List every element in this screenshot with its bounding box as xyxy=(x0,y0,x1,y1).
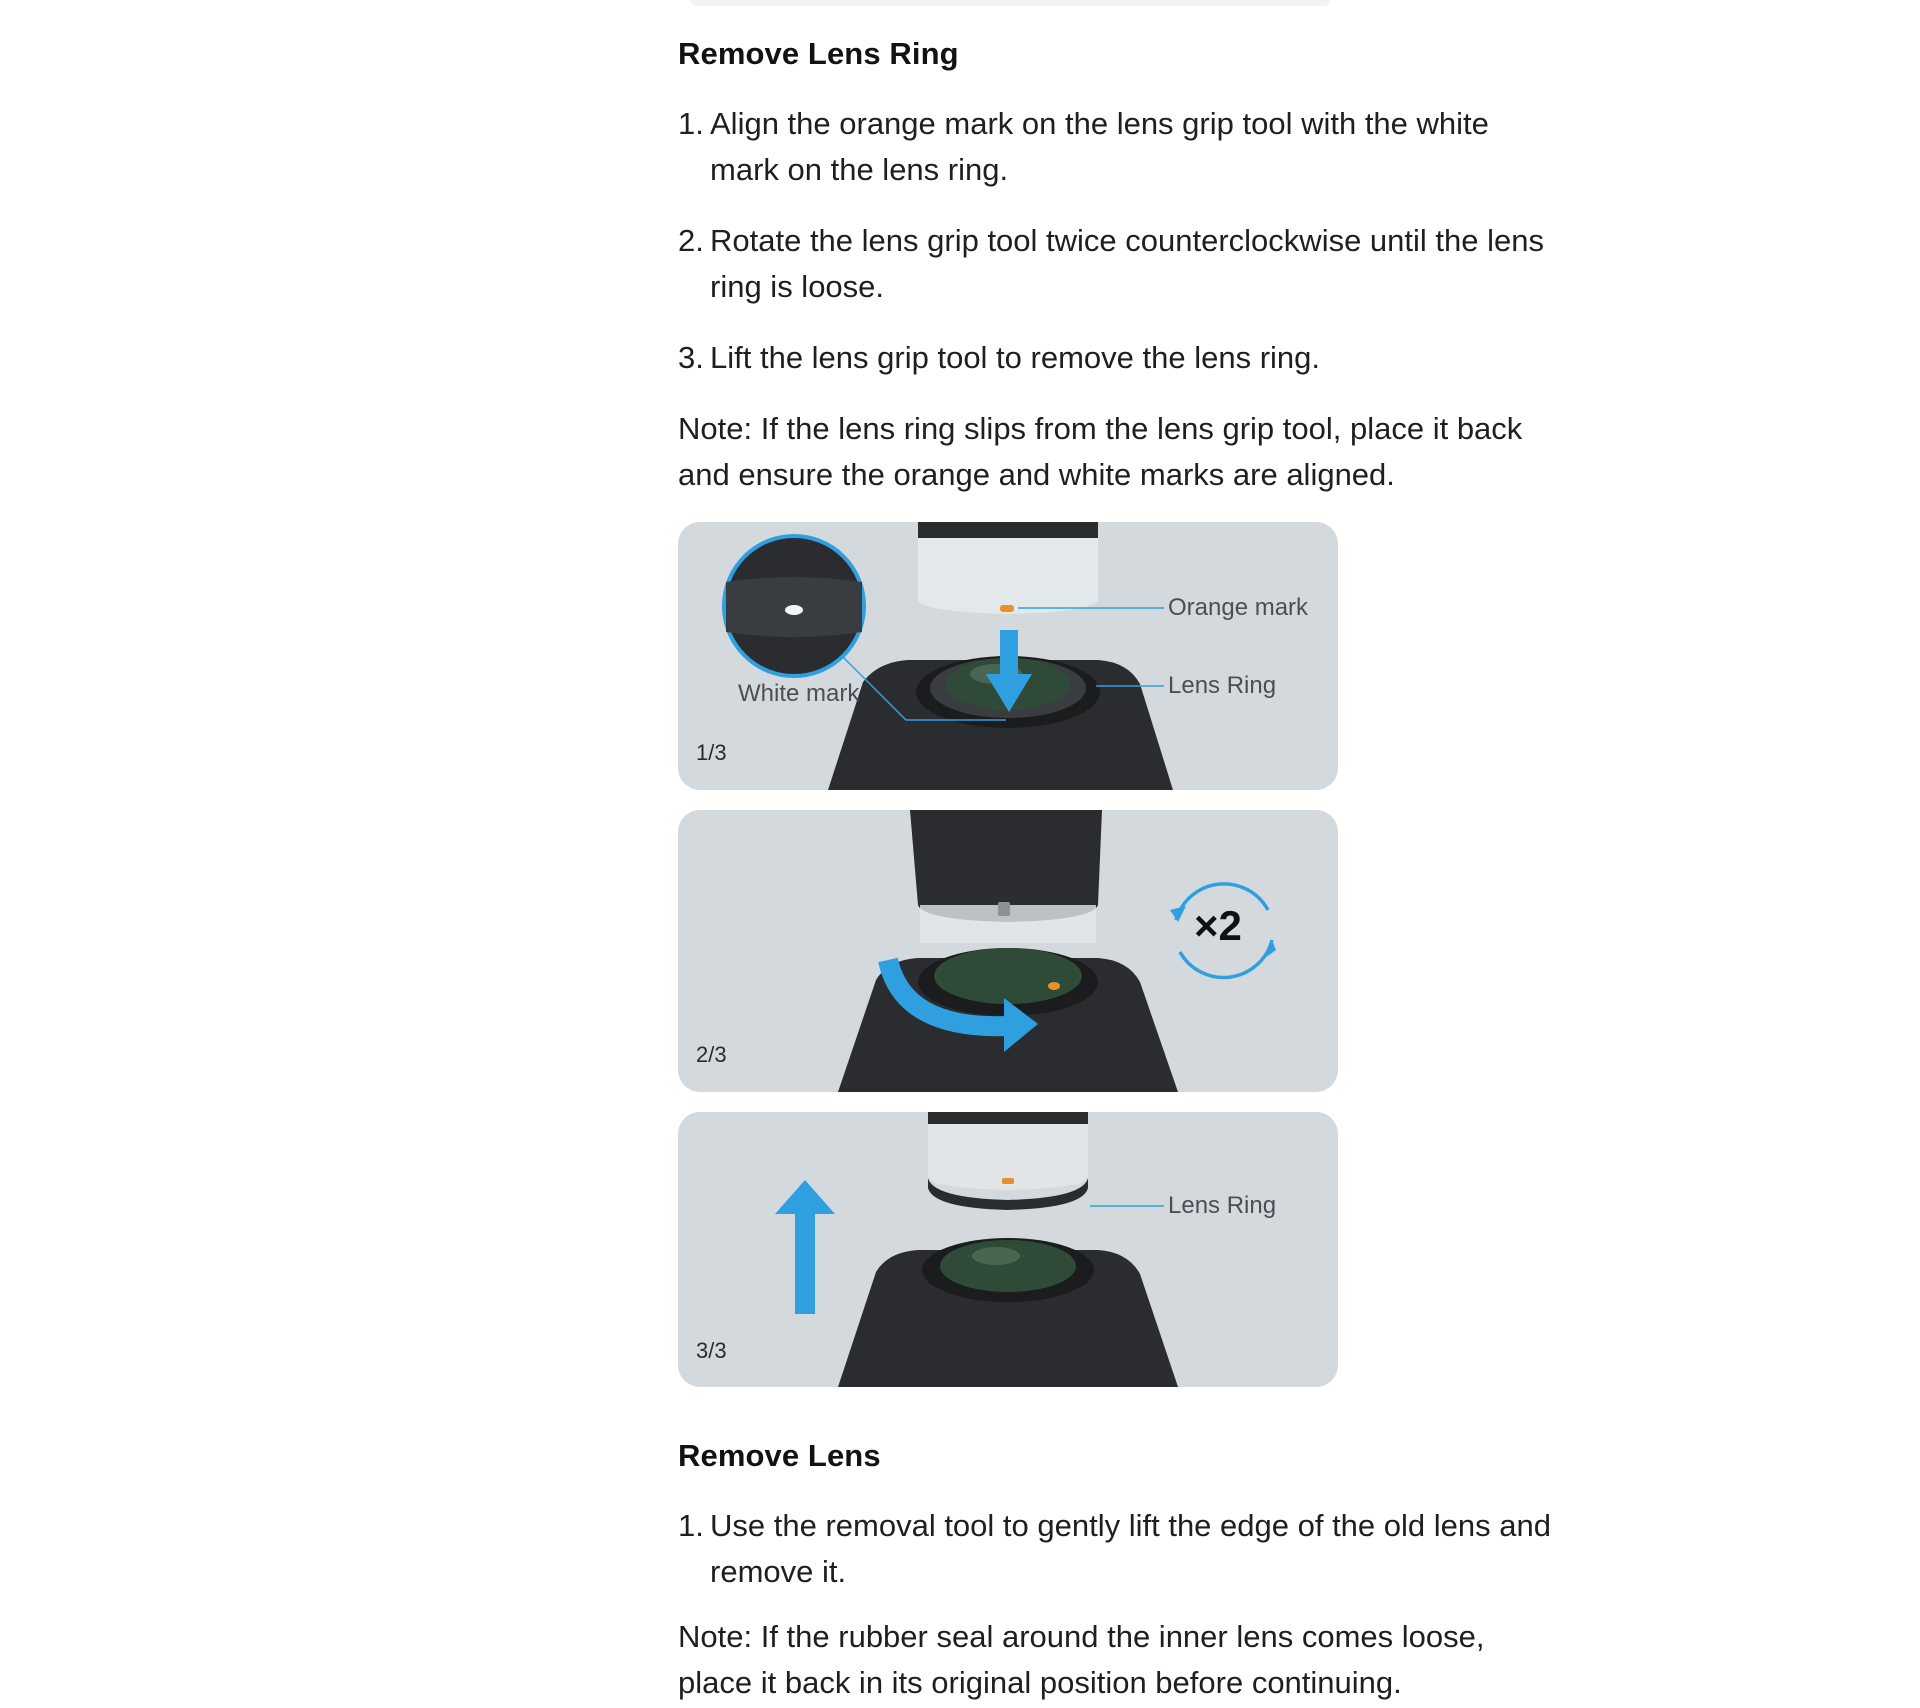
list-item xyxy=(678,218,1590,310)
up-arrow-head xyxy=(775,1180,835,1214)
orange-mark-shape xyxy=(1002,1178,1014,1184)
orange-mark-shape xyxy=(1048,982,1060,990)
panel-3-illustration xyxy=(678,1112,1338,1387)
lens-glass xyxy=(940,1240,1076,1292)
rotation-count-badge: ×2 xyxy=(1194,902,1242,949)
step-number: 1. xyxy=(678,1508,704,1543)
lock-icon xyxy=(998,902,1010,916)
figure-panel-2 xyxy=(678,810,1338,1092)
step-text: Use the removal tool to gently lift the edge of the old lens and remove it. xyxy=(710,1508,1551,1589)
figure-panel-3 xyxy=(678,1112,1338,1387)
grip-tool-top xyxy=(928,1112,1088,1124)
step-text: Rotate the lens grip tool twice counterclockwise until the lens ring is loose. xyxy=(710,223,1544,304)
panel-2-illustration xyxy=(678,810,1338,1092)
callout-white-mark: White mark xyxy=(738,680,860,707)
note-text: Note: If the lens ring slips from the lens grip tool, place it back and ensure the orange and white marks are aligned. xyxy=(678,411,1523,492)
step-number: 1. xyxy=(678,106,704,141)
callout-lens-ring: Lens Ring xyxy=(1168,1192,1277,1219)
panel-1-illustration xyxy=(678,522,1338,790)
step-text: Align the orange mark on the lens grip tool with the white mark on the lens ring. xyxy=(710,106,1489,187)
list-item xyxy=(678,101,1540,193)
grip-tool-top xyxy=(918,522,1098,538)
section-heading-remove-lens: Remove Lens xyxy=(678,1438,881,1473)
orange-mark-shape xyxy=(1000,605,1014,612)
instruction-figure xyxy=(678,522,1338,1387)
rotation-arrowhead-top xyxy=(1170,906,1186,922)
panel-step-label: 3/3 xyxy=(696,1338,727,1363)
panel-step-label: 2/3 xyxy=(696,1042,727,1067)
down-arrow-shaft xyxy=(1000,630,1018,678)
previous-figure-edge xyxy=(690,0,1330,6)
step-number: 2. xyxy=(678,223,704,258)
list-item xyxy=(678,1503,1590,1595)
step-text: Lift the lens grip tool to remove the lens ring. xyxy=(710,340,1320,375)
figure-panel-1 xyxy=(678,522,1338,790)
section-heading-remove-lens-ring: Remove Lens Ring xyxy=(678,36,959,71)
note-text: Note: If the rubber seal around the inner lens comes loose, place it back in its original position before continuing. xyxy=(678,1619,1485,1700)
white-mark-shape xyxy=(785,605,803,615)
callout-lens-ring: Lens Ring xyxy=(1168,672,1277,699)
panel-step-label: 1/3 xyxy=(696,740,727,765)
callout-orange-mark: Orange mark xyxy=(1168,594,1309,621)
rotation-arrowhead-bottom xyxy=(1262,940,1276,960)
lens-glass xyxy=(934,948,1082,1004)
list-item xyxy=(678,335,1580,381)
up-arrow-shaft xyxy=(795,1212,815,1314)
step-number: 3. xyxy=(678,340,704,375)
lens-highlight xyxy=(972,1247,1020,1265)
